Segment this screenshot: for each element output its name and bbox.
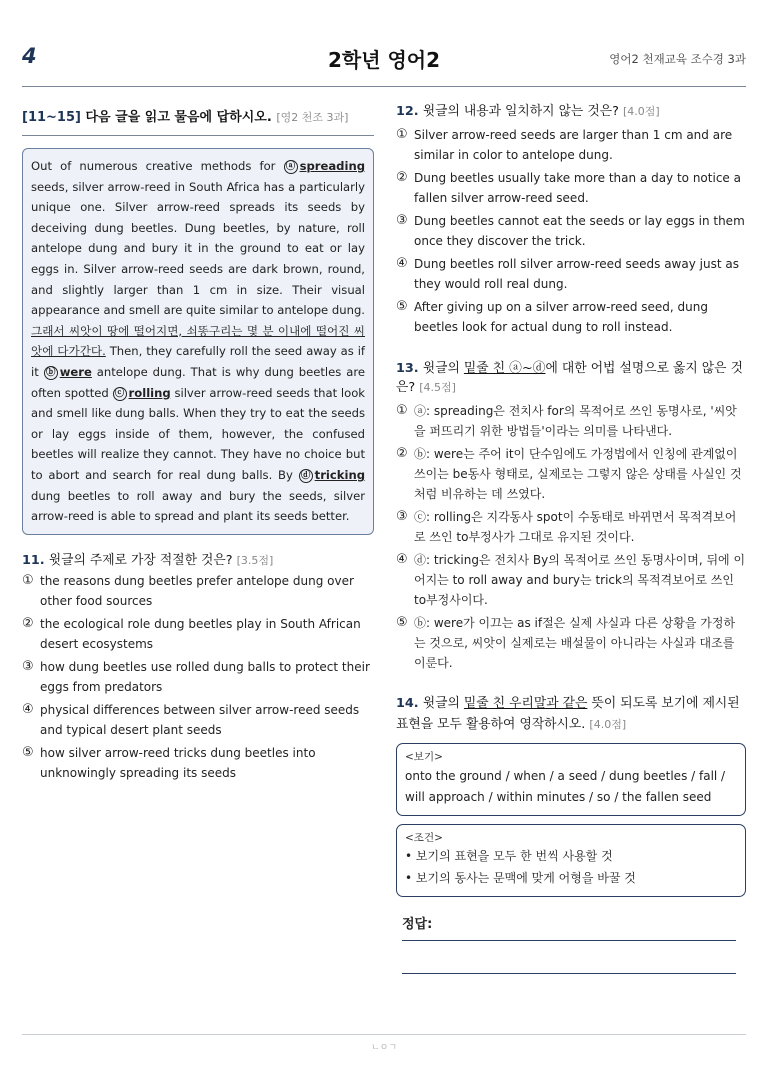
section-heading bbox=[22, 106, 374, 136]
answer-option[interactable] bbox=[396, 444, 746, 504]
answer-option[interactable] bbox=[396, 125, 746, 165]
option-number: ③ bbox=[396, 213, 408, 228]
answer-label: 정답: bbox=[402, 917, 433, 932]
question-range: [11~15] bbox=[22, 110, 81, 125]
option-number: ① bbox=[22, 572, 34, 588]
footer-divider bbox=[22, 1034, 746, 1035]
option-number: ④ bbox=[396, 552, 408, 567]
underlined-word-d: tricking bbox=[314, 467, 366, 482]
option-text: ⓑ: were는 주어 it이 단수임에도 가정법에서 인칭에 관계없이 쓰이는 be동사 형태로, 실제로는 그렇지 않은 상태를 사실인 것처럼 비유하는 데 쓰였다. bbox=[414, 447, 742, 501]
answer-option[interactable] bbox=[396, 211, 746, 251]
question-points: [4.5점] bbox=[419, 381, 456, 394]
question-points: [3.5점] bbox=[236, 553, 274, 567]
question-12-options bbox=[396, 125, 746, 337]
question-underlined-text: 밑줄 친 우리말과 같은 bbox=[463, 696, 588, 711]
passage-text: Out of numerous creative methods for bbox=[31, 159, 276, 173]
example-box bbox=[396, 743, 746, 816]
question-13-options bbox=[396, 401, 746, 673]
option-text: how dung beetles use rolled dung balls to protect their eggs from predators bbox=[40, 659, 370, 694]
option-text: physical differences between silver arrow-reed seeds and typical desert plant seeds bbox=[40, 702, 360, 737]
option-number: ① bbox=[396, 127, 408, 142]
option-text: ⓓ: tricking은 전치사 By의 목적어로 쓰인 동명사이며, 뒤에 이어지는 to roll away and bury는 trick의 목적격보어로 쓰인 to부정사이다. bbox=[414, 553, 746, 607]
option-number: ② bbox=[396, 170, 408, 185]
condition-box bbox=[396, 824, 746, 897]
answer-option[interactable] bbox=[22, 657, 374, 697]
marker-d: ⓓ bbox=[299, 469, 313, 483]
answer-option[interactable] bbox=[396, 168, 746, 208]
question-text: 윗글의 내용과 일치하지 않는 것은? bbox=[422, 104, 619, 119]
question-14-title bbox=[396, 693, 746, 735]
question-text: 에 대한 어법 설명으로 옳지 않은 것은? bbox=[396, 361, 743, 395]
answer-option[interactable] bbox=[396, 507, 746, 547]
condition-item: • 보기의 표현을 모두 한 번씩 사용할 것 bbox=[405, 849, 613, 863]
left-column bbox=[22, 106, 374, 783]
question-text: 윗글의 주제로 가장 적절한 것은? bbox=[48, 552, 233, 568]
answer-line[interactable] bbox=[402, 973, 736, 974]
answer-option[interactable] bbox=[396, 401, 746, 441]
question-13-title bbox=[396, 357, 746, 395]
marker-a: ⓐ bbox=[284, 160, 298, 174]
section-instruction: 다음 글을 읽고 물음에 답하시오. bbox=[85, 110, 272, 125]
question-points: [4.0점] bbox=[622, 105, 660, 118]
option-number: ② bbox=[396, 446, 408, 461]
passage-text: silver arrow-reed seeds that look and smell like dung balls. When they try to eat the seeds or lay eggs inside of them, however, the confused beetles will realize they cannot. They have no choice but to abort and search for real dung balls. By bbox=[31, 385, 366, 482]
option-number: ② bbox=[22, 615, 34, 631]
answer-option[interactable] bbox=[22, 700, 374, 740]
footer-text: ㄴㅇㄱ bbox=[370, 1043, 398, 1053]
page-number: 4 bbox=[22, 44, 37, 68]
answer-option[interactable] bbox=[396, 613, 746, 673]
option-text: Silver arrow-reed seeds are larger than 1 cm and are similar in color to antelope dung. bbox=[414, 128, 733, 162]
answer-option[interactable] bbox=[396, 297, 746, 337]
passage-text: Then, they carefully roll the seed away as if it bbox=[31, 344, 366, 379]
question-text: 뜻이 되도록 보기에 제시된 표현을 모두 활용하여 영작하시오. bbox=[396, 696, 740, 732]
question-text: 윗글의 bbox=[422, 361, 460, 376]
option-text: how silver arrow-reed tricks dung beetles into unknowingly spreading its seeds bbox=[40, 745, 316, 780]
question-underlined-text: 밑줄 친 ⓐ~ⓓ bbox=[463, 361, 546, 376]
page-title: 2학년 영어2 bbox=[327, 48, 441, 72]
example-label: <보기> bbox=[405, 751, 443, 763]
page-subtitle: 영어2 천재교육 조수경 3과 bbox=[609, 52, 746, 66]
condition-item: • 보기의 동사는 문맥에 맞게 어형을 바꿀 것 bbox=[405, 871, 636, 885]
passage-text: dung beetles to roll away and bury the seeds, silver arrow-reed is able to spread and plant its seeds better. bbox=[31, 488, 365, 524]
question-number: 11. bbox=[22, 552, 45, 568]
answer-option[interactable] bbox=[22, 743, 374, 783]
example-text: onto the ground / when / a seed / dung beetles / fall / will approach / within minutes / so / the fallen seed bbox=[405, 769, 726, 804]
question-11-options bbox=[22, 571, 374, 783]
korean-underlined-sentence: 그래서 씨앗이 땅에 떨어지면, 쇠똥구리는 몇 분 이내에 떨어진 씨앗에 다가간다. bbox=[31, 323, 365, 359]
question-11-title bbox=[22, 549, 374, 568]
option-text: ⓒ: rolling은 지각동사 spot이 수동태로 바뀌면서 목적격보어로 쓰인 to부정사가 그대로 유지된 것이다. bbox=[414, 510, 737, 544]
option-text: the reasons dung beetles prefer antelope dung over other food sources bbox=[40, 573, 354, 608]
answer-option[interactable] bbox=[396, 550, 746, 610]
option-number: ⑤ bbox=[22, 744, 34, 760]
answer-line[interactable] bbox=[402, 940, 736, 941]
question-text: 윗글의 bbox=[422, 696, 460, 711]
option-text: Dung beetles usually take more than a day to notice a fallen silver arrow-reed seed. bbox=[414, 171, 741, 205]
option-text: the ecological role dung beetles play in South African desert ecosystems bbox=[40, 616, 361, 651]
answer-option[interactable] bbox=[22, 614, 374, 654]
passage-text: antelope dung. That is why dung beetles are often spotted bbox=[31, 364, 365, 400]
header-divider bbox=[22, 86, 746, 87]
right-column bbox=[396, 100, 746, 974]
option-number: ④ bbox=[22, 701, 34, 717]
underlined-word-c: rolling bbox=[128, 385, 171, 400]
option-text: ⓑ: were가 이끄는 as if절은 실제 사실과 다른 상황을 가정하는 것으로, 씨앗이 실제로는 배설물이 아니라는 사실과 대조를 이룬다. bbox=[414, 616, 736, 670]
marker-b: ⓑ bbox=[44, 366, 58, 380]
answer-option[interactable] bbox=[22, 571, 374, 611]
option-number: ⑤ bbox=[396, 615, 408, 630]
question-points: [4.0점] bbox=[589, 718, 627, 731]
option-text: ⓐ: spreading은 전치사 for의 목적어로 쓰인 동명사로, '씨앗을 퍼뜨리기 위한 방법들'이라는 의미를 나타낸다. bbox=[414, 404, 737, 438]
option-number: ③ bbox=[396, 509, 408, 524]
question-number: 12. bbox=[396, 104, 419, 119]
condition-label: <조건> bbox=[405, 832, 443, 844]
underlined-word-b: were bbox=[59, 364, 92, 379]
option-text: Dung beetles cannot eat the seeds or lay eggs in them once they discover the trick. bbox=[414, 214, 745, 248]
question-12-title bbox=[396, 100, 746, 119]
page-header bbox=[22, 44, 746, 74]
passage-text: seeds, silver arrow-reed in South Africa has a particularly unique one. Silver arrow-reed spreads its seeds by deceiving dung beetles. Dung beetles, by nature, roll antelope dung and bury it in the ground to eat or lay eggs in. Silver arrow-reed seeds are dark brown, round, and slightly larger than 1 cm in size. Their visual appearance and smell are quite similar to antelope dung. bbox=[31, 179, 365, 318]
option-text: After giving up on a silver arrow-reed seed, dung beetles look for actual dung to roll instead. bbox=[414, 300, 708, 334]
option-number: ① bbox=[396, 403, 408, 418]
option-number: ⑤ bbox=[396, 299, 408, 314]
question-number: 14. bbox=[396, 696, 419, 711]
option-number: ④ bbox=[396, 256, 408, 271]
option-number: ③ bbox=[22, 658, 34, 674]
answer-option[interactable] bbox=[396, 254, 746, 294]
underlined-word-a: spreading bbox=[299, 159, 365, 173]
question-number: 13. bbox=[396, 361, 419, 376]
reading-passage bbox=[22, 148, 374, 535]
option-text: Dung beetles roll silver arrow-reed seeds away just as they would roll real dung. bbox=[414, 257, 739, 291]
section-source: [영2 천조 3과] bbox=[276, 111, 349, 124]
marker-c: ⓒ bbox=[113, 387, 127, 401]
